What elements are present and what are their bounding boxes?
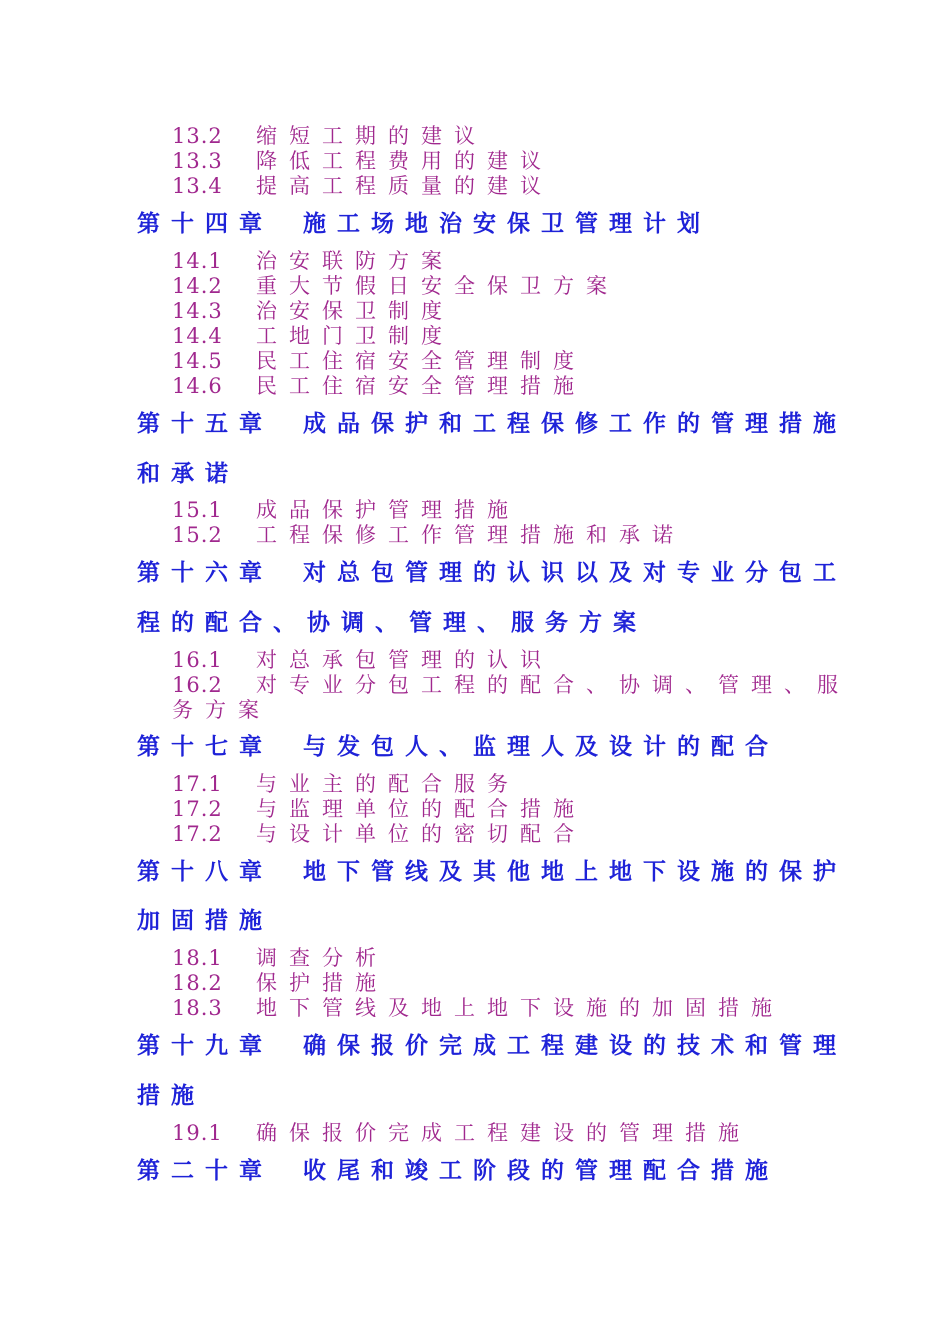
toc-section-15-2 bbox=[172, 523, 685, 548]
section-title: 重大节假日安全保卫方案 bbox=[256, 274, 619, 298]
toc-chapter-15-cont bbox=[137, 460, 239, 488]
section-number: 19.1 bbox=[172, 1121, 223, 1145]
section-number: 16.1 bbox=[172, 648, 223, 672]
section-number: 13.2 bbox=[172, 124, 223, 148]
toc-section-14-3 bbox=[172, 299, 454, 324]
chapter-title-cont: 措施 bbox=[137, 1083, 205, 1109]
section-number: 14.1 bbox=[172, 249, 223, 273]
chapter-number: 第十五章 bbox=[137, 411, 273, 437]
section-number: 14.2 bbox=[172, 274, 223, 298]
section-number: 14.4 bbox=[172, 324, 223, 348]
toc-section-13-3 bbox=[172, 149, 553, 174]
section-title: 与设计单位的密切配合 bbox=[256, 822, 586, 846]
section-title: 工程保修工作管理措施和承诺 bbox=[256, 523, 685, 547]
section-title: 缩短工期的建议 bbox=[256, 124, 487, 148]
chapter-title: 成品保护和工程保修工作的管理措施 bbox=[303, 411, 847, 437]
section-title: 对总承包管理的认识 bbox=[256, 648, 553, 672]
section-title: 民工住宿安全管理措施 bbox=[256, 374, 586, 398]
section-title: 地下管线及地上地下设施的加固措施 bbox=[256, 996, 784, 1020]
toc-section-17-1 bbox=[172, 772, 520, 797]
section-number: 17.2 bbox=[172, 797, 223, 821]
toc-chapter-17 bbox=[137, 733, 779, 761]
section-title: 成品保护管理措施 bbox=[256, 498, 520, 522]
chapter-number: 第十八章 bbox=[137, 859, 273, 885]
toc-section-17-2 bbox=[172, 797, 586, 822]
section-number: 14.3 bbox=[172, 299, 223, 323]
chapter-number: 第二十章 bbox=[137, 1158, 273, 1184]
section-number: 14.6 bbox=[172, 374, 223, 398]
toc-section-14-5 bbox=[172, 349, 586, 374]
toc-section-14-2 bbox=[172, 274, 619, 299]
toc-section-13-2 bbox=[172, 124, 487, 149]
toc-section-15-1 bbox=[172, 498, 520, 523]
toc-section-16-2 bbox=[172, 673, 850, 698]
chapter-number: 第十六章 bbox=[137, 560, 273, 586]
chapter-number: 第十四章 bbox=[137, 211, 273, 237]
section-title: 确保报价完成工程建设的管理措施 bbox=[256, 1121, 751, 1145]
section-title: 与业主的配合服务 bbox=[256, 772, 520, 796]
toc-section-18-3 bbox=[172, 996, 784, 1021]
section-number: 17.2 bbox=[172, 822, 223, 846]
section-title: 保护措施 bbox=[256, 971, 388, 995]
chapter-title: 确保报价完成工程建设的技术和管理 bbox=[303, 1033, 847, 1059]
section-number: 14.5 bbox=[172, 349, 223, 373]
chapter-title: 对总包管理的认识以及对专业分包工 bbox=[303, 560, 847, 586]
section-number: 15.1 bbox=[172, 498, 223, 522]
section-number: 18.3 bbox=[172, 996, 223, 1020]
section-title: 对专业分包工程的配合、协调、管理、服 bbox=[256, 673, 850, 697]
section-number: 18.2 bbox=[172, 971, 223, 995]
toc-chapter-14 bbox=[137, 210, 711, 238]
toc-section-13-4 bbox=[172, 174, 553, 199]
section-title: 与监理单位的配合措施 bbox=[256, 797, 586, 821]
section-number: 13.3 bbox=[172, 149, 223, 173]
toc-section-18-1 bbox=[172, 946, 388, 971]
toc-section-16-1 bbox=[172, 648, 553, 673]
toc-section-14-1 bbox=[172, 249, 454, 274]
toc-chapter-19-cont bbox=[137, 1082, 205, 1110]
toc-chapter-19 bbox=[137, 1032, 847, 1060]
chapter-title: 收尾和竣工阶段的管理配合措施 bbox=[303, 1158, 779, 1184]
toc-section-14-4 bbox=[172, 324, 454, 349]
chapter-title-cont: 加固措施 bbox=[137, 908, 273, 934]
toc-chapter-16-cont bbox=[137, 609, 647, 637]
section-number: 15.2 bbox=[172, 523, 223, 547]
section-number: 13.4 bbox=[172, 174, 223, 198]
chapter-title-cont: 程的配合、协调、管理、服务方案 bbox=[137, 610, 647, 636]
toc-chapter-18-cont bbox=[137, 907, 273, 935]
toc-chapter-16 bbox=[137, 559, 847, 587]
section-title: 民工住宿安全管理制度 bbox=[256, 349, 586, 373]
section-number: 17.1 bbox=[172, 772, 223, 796]
toc-section-14-6 bbox=[172, 374, 586, 399]
toc-section-19-1 bbox=[172, 1121, 751, 1146]
section-number: 16.2 bbox=[172, 673, 223, 697]
section-title: 工地门卫制度 bbox=[256, 324, 454, 348]
toc-chapter-18 bbox=[137, 858, 847, 886]
toc-section-17-2-b bbox=[172, 822, 586, 847]
toc-chapter-15 bbox=[137, 410, 847, 438]
chapter-number: 第十七章 bbox=[137, 734, 273, 760]
section-title: 治安保卫制度 bbox=[256, 299, 454, 323]
toc-chapter-20 bbox=[137, 1157, 779, 1185]
toc-section-18-2 bbox=[172, 971, 388, 996]
section-title: 调查分析 bbox=[256, 946, 388, 970]
toc-section-16-2-cont bbox=[172, 698, 271, 723]
chapter-title: 地下管线及其他地上地下设施的保护 bbox=[303, 859, 847, 885]
section-title: 提高工程质量的建议 bbox=[256, 174, 553, 198]
section-title: 治安联防方案 bbox=[256, 249, 454, 273]
section-title-cont: 务方案 bbox=[172, 698, 271, 722]
section-number: 18.1 bbox=[172, 946, 223, 970]
chapter-title: 施工场地治安保卫管理计划 bbox=[303, 211, 711, 237]
chapter-number: 第十九章 bbox=[137, 1033, 273, 1059]
chapter-title: 与发包人、监理人及设计的配合 bbox=[303, 734, 779, 760]
chapter-title-cont: 和承诺 bbox=[137, 461, 239, 487]
section-title: 降低工程费用的建议 bbox=[256, 149, 553, 173]
